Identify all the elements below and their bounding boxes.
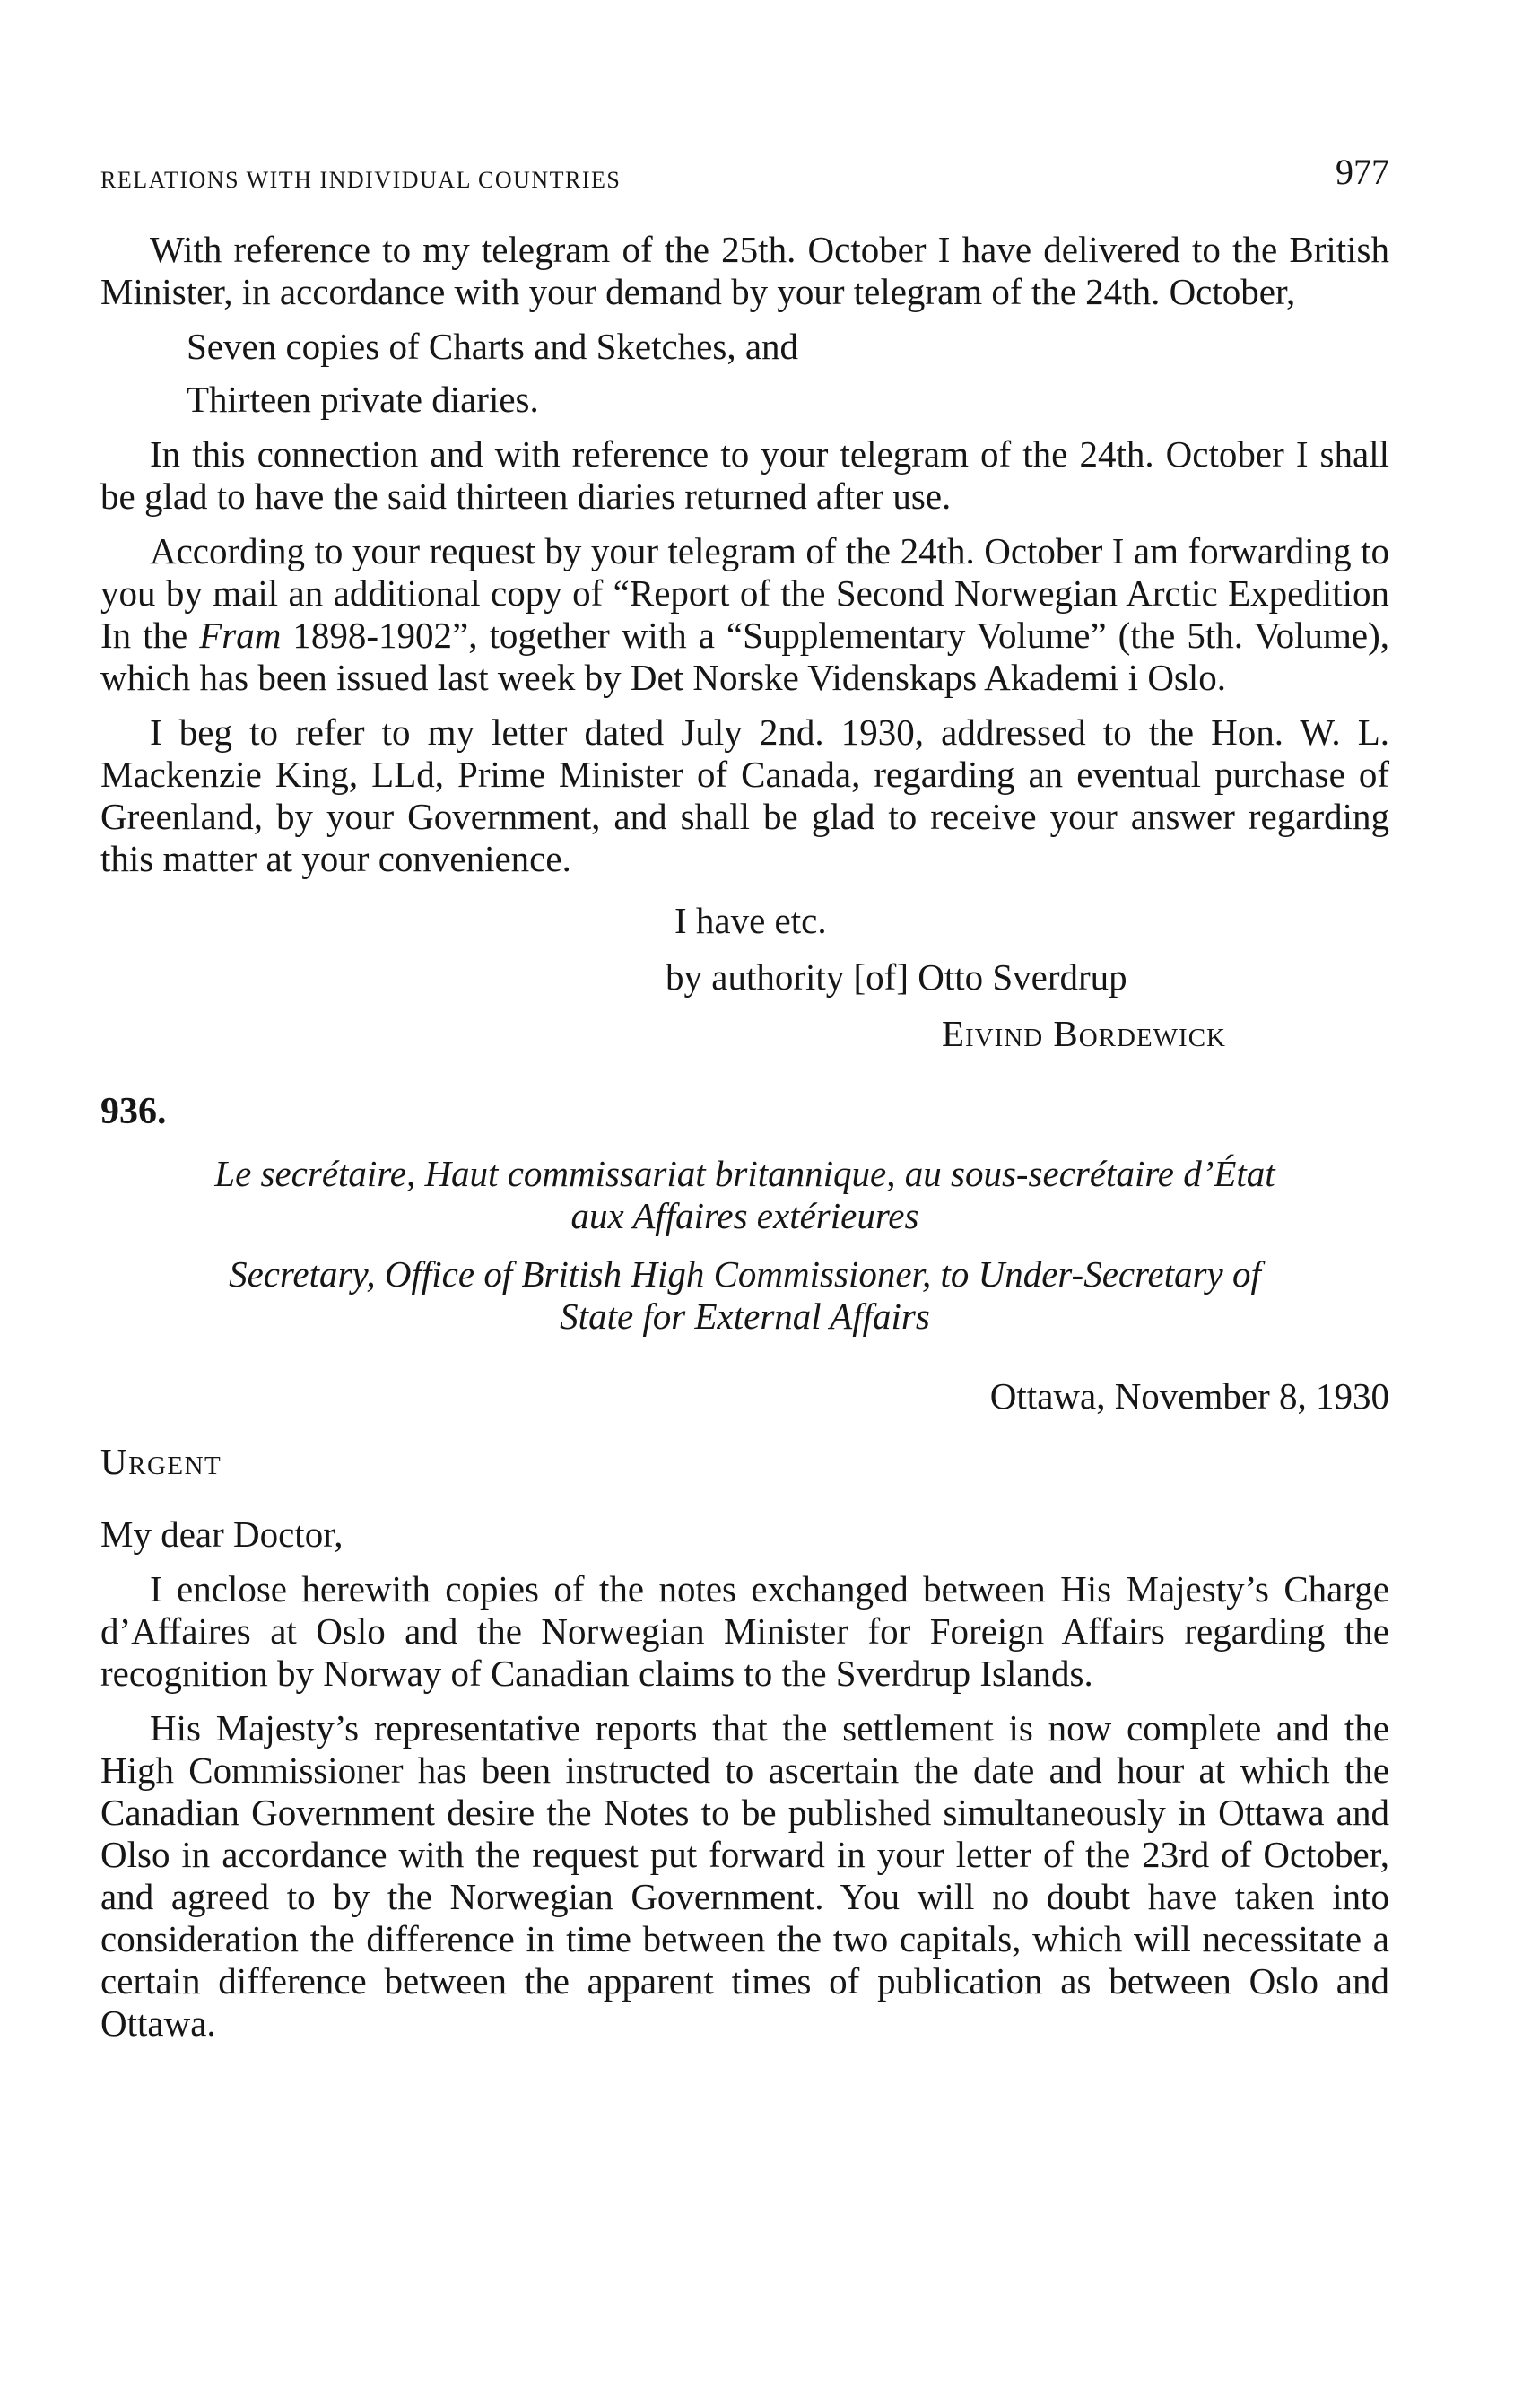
- letter-closing: [666, 900, 1389, 999]
- title-english: [100, 1253, 1389, 1338]
- page-body: [100, 229, 1389, 2045]
- paragraph-text: 1898-1902”, together with a “Supplementary Volume” (the 5th. Volume), which has been issued last week by Det Norske Videnskaps Akademi i Oslo.: [100, 615, 1389, 698]
- signature: Eivind Bordewick: [941, 1013, 1226, 1054]
- document-number: 936.: [100, 1091, 167, 1132]
- title-line: Le secrétaire, Haut commissariat britannique, au sous-secrétaire d’État: [214, 1153, 1275, 1194]
- closing-formula: I have etc.: [674, 900, 827, 941]
- paragraph: With reference to my telegram of the 25th. October I have delivered to the British Minister, in accordance with your demand by your telegram of the 24th. October,: [100, 229, 1389, 312]
- ship-name: Fram: [199, 615, 282, 656]
- title-line: State for External Affairs: [560, 1295, 930, 1337]
- page-header: [100, 151, 1389, 205]
- running-head: RELATIONS WITH INDIVIDUAL COUNTRIES: [100, 167, 622, 193]
- title-french: [100, 1153, 1389, 1237]
- paragraph: I beg to refer to my letter dated July 2nd. 1930, addressed to the Hon. W. L. Mackenzie King, LLd, Prime Minister of Canada, regarding an eventual purchase of Greenland, by your Government, and shall be glad to receive your answer regarding this matter at your convenience.: [100, 711, 1389, 879]
- dateline: Ottawa, November 8, 1930: [989, 1375, 1389, 1417]
- list-item: Thirteen private diaries.: [187, 379, 539, 420]
- authority-line: by authority [of] Otto Sverdrup: [666, 956, 1127, 998]
- salutation: My dear Doctor,: [100, 1514, 344, 1555]
- title-line: Secretary, Office of British High Commissioner, to Under-Secretary of: [229, 1253, 1261, 1295]
- paragraph: His Majesty’s representative reports that the settlement is now complete and the High Commissioner has been instructed to ascertain the date and hour at which the Canadian Government desire the Notes to be published simultaneously in Ottawa and Olso in accordance with the request put forward in your letter of the 23rd of October, and agreed to by the Norwegian Government. You will no doubt have taken into consideration the difference in time between the two capitals, which will necessitate a certain difference between the apparent times of publication as between Oslo and Ottawa.: [100, 1707, 1389, 2044]
- paragraph: [100, 530, 1389, 699]
- page-number: 977: [1336, 152, 1389, 192]
- title-line: aux Affaires extérieures: [570, 1195, 919, 1236]
- paragraph: In this connection and with reference to your telegram of the 24th. October I shall be glad to have the said thirteen diaries returned after use.: [100, 433, 1389, 517]
- paragraph-text: According to your request by your telegram of the 24th. October I am forwarding to you by mail an additional copy of “Report of the Second Norwegian Arctic Expedition In the: [100, 530, 1389, 656]
- urgent-label: Urgent: [100, 1441, 222, 1482]
- list-item: Seven copies of Charts and Sketches, and: [187, 326, 799, 367]
- paragraph: I enclose herewith copies of the notes exchanged between His Majesty’s Charge d’Affaires at Oslo and the Norwegian Minister for Foreign Affairs regarding the recognition by Norway of Canadian claims to the Sverdrup Islands.: [100, 1568, 1389, 1694]
